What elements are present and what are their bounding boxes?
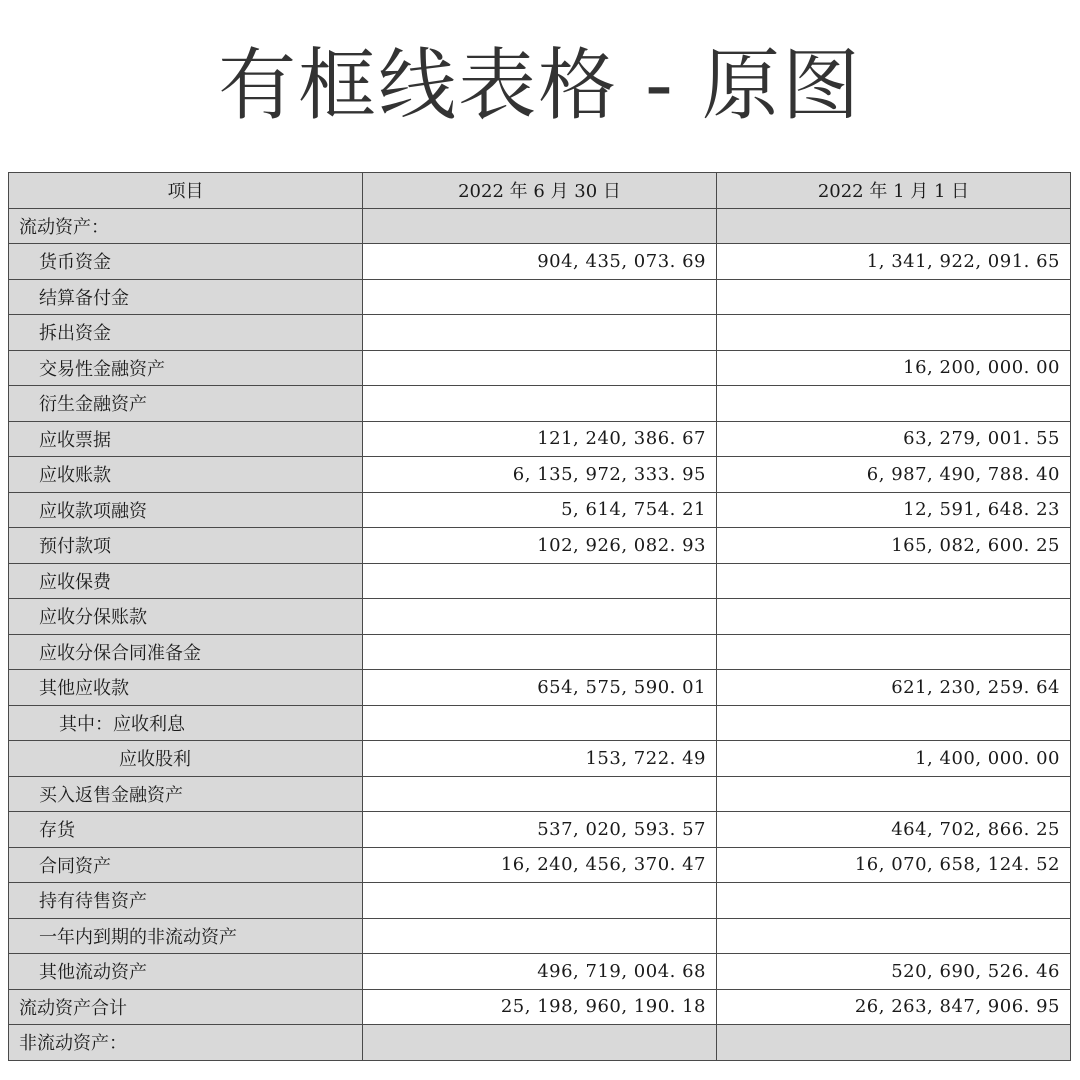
table-row [9,492,1071,528]
row-label: 买入返售金融资产 [9,776,363,812]
row-label: 应收票据 [9,421,363,457]
value-2022-06-30 [363,279,717,315]
value-2022-06-30: 537, 020, 593. 57 [363,812,717,848]
table-row [9,954,1071,990]
row-label: 一年内到期的非流动资产 [9,918,363,954]
row-label: 非流动资产： [9,1025,363,1061]
row-label: 流动资产： [9,208,363,244]
value-2022-06-30 [363,386,717,422]
value-2022-06-30 [363,599,717,635]
row-label: 其中：应收利息 [9,705,363,741]
row-label: 合同资产 [9,847,363,883]
value-2022-06-30 [363,350,717,386]
row-label: 应收保费 [9,563,363,599]
table-row [9,244,1071,280]
row-label: 应收分保合同准备金 [9,634,363,670]
row-label: 衍生金融资产 [9,386,363,422]
value-2022-01-01 [717,563,1071,599]
table-row [9,279,1071,315]
value-2022-06-30: 5, 614, 754. 21 [363,492,717,528]
value-2022-06-30 [363,208,717,244]
row-label: 应收账款 [9,457,363,493]
table-row [9,599,1071,635]
table-row [9,350,1071,386]
row-label: 其他应收款 [9,670,363,706]
page-title: 有框线表格 - 原图 [218,41,862,131]
value-2022-01-01: 1, 400, 000. 00 [717,741,1071,777]
row-label: 结算备付金 [9,279,363,315]
value-2022-01-01: 165, 082, 600. 25 [717,528,1071,564]
value-2022-01-01 [717,634,1071,670]
row-label: 预付款项 [9,528,363,564]
table-row [9,670,1071,706]
value-2022-01-01 [717,918,1071,954]
row-label: 应收股利 [9,741,363,777]
value-2022-06-30: 496, 719, 004. 68 [363,954,717,990]
value-2022-01-01: 26, 263, 847, 906. 95 [717,989,1071,1025]
row-label: 存货 [9,812,363,848]
value-2022-06-30: 153, 722. 49 [363,741,717,777]
value-2022-01-01 [717,279,1071,315]
row-label: 交易性金融资产 [9,350,363,386]
value-2022-06-30: 6, 135, 972, 333. 95 [363,457,717,493]
table-row [9,528,1071,564]
value-2022-01-01 [717,208,1071,244]
value-2022-01-01 [717,1025,1071,1061]
table-header-row [9,173,1071,209]
table-row [9,457,1071,493]
row-label: 持有待售资产 [9,883,363,919]
row-label: 拆出资金 [9,315,363,351]
value-2022-06-30 [363,918,717,954]
table-row [9,315,1071,351]
table-row [9,421,1071,457]
value-2022-01-01 [717,883,1071,919]
value-2022-06-30: 16, 240, 456, 370. 47 [363,847,717,883]
value-2022-01-01 [717,386,1071,422]
section-row [9,208,1071,244]
table-row [9,741,1071,777]
value-2022-01-01: 16, 070, 658, 124. 52 [717,847,1071,883]
table-row [9,847,1071,883]
row-label: 应收分保账款 [9,599,363,635]
table-row [9,918,1071,954]
value-2022-01-01: 520, 690, 526. 46 [717,954,1071,990]
header-date-2022-06-30: 2022 年 6 月 30 日 [363,173,717,209]
table-body [9,208,1071,1060]
value-2022-06-30: 102, 926, 082. 93 [363,528,717,564]
value-2022-01-01 [717,315,1071,351]
value-2022-06-30: 904, 435, 073. 69 [363,244,717,280]
value-2022-01-01 [717,776,1071,812]
row-label: 其他流动资产 [9,954,363,990]
value-2022-01-01: 16, 200, 000. 00 [717,350,1071,386]
value-2022-06-30: 25, 198, 960, 190. 18 [363,989,717,1025]
table-row [9,776,1071,812]
value-2022-06-30: 654, 575, 590. 01 [363,670,717,706]
header-item: 项目 [9,173,363,209]
value-2022-06-30 [363,563,717,599]
table-row [9,634,1071,670]
value-2022-06-30 [363,315,717,351]
value-2022-01-01: 6, 987, 490, 788. 40 [717,457,1071,493]
table-row [9,386,1071,422]
value-2022-01-01: 12, 591, 648. 23 [717,492,1071,528]
value-2022-01-01: 621, 230, 259. 64 [717,670,1071,706]
value-2022-06-30 [363,883,717,919]
value-2022-01-01 [717,705,1071,741]
header-date-2022-01-01: 2022 年 1 月 1 日 [717,173,1071,209]
value-2022-06-30 [363,634,717,670]
value-2022-06-30 [363,776,717,812]
value-2022-01-01: 1, 341, 922, 091. 65 [717,244,1071,280]
value-2022-06-30: 121, 240, 386. 67 [363,421,717,457]
value-2022-01-01 [717,599,1071,635]
table-row [9,563,1071,599]
table-row [9,989,1071,1025]
row-label: 货币资金 [9,244,363,280]
value-2022-06-30 [363,705,717,741]
section-row [9,1025,1071,1061]
table-row [9,812,1071,848]
value-2022-06-30 [363,1025,717,1061]
row-label: 应收款项融资 [9,492,363,528]
table-row [9,705,1071,741]
value-2022-01-01: 63, 279, 001. 55 [717,421,1071,457]
row-label: 流动资产合计 [9,989,363,1025]
value-2022-01-01: 464, 702, 866. 25 [717,812,1071,848]
table-row [9,883,1071,919]
balance-sheet-table [8,172,1071,1061]
